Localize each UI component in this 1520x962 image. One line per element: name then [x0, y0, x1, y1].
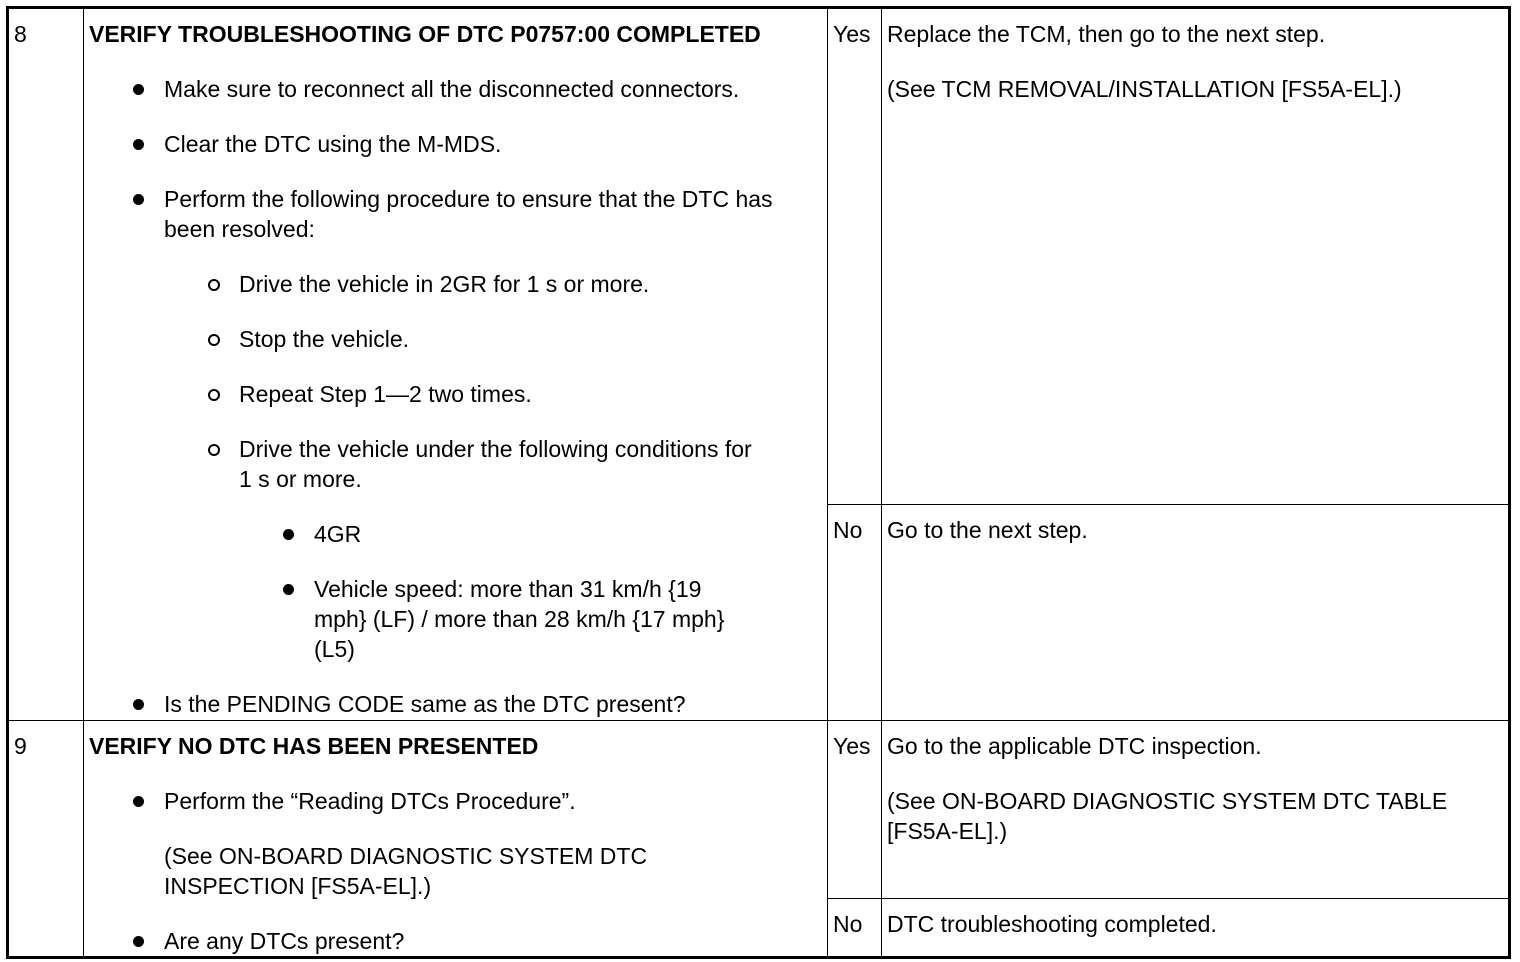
step-8-number: 8	[8, 8, 84, 721]
procedure-item-4: Drive the vehicle under the following conditions for 1 s or more. 4GR Vehicle speed: more than 31 km/h {19 mph} (LF) / more than 28 km/h {17 mph} (L5)	[164, 434, 787, 664]
step-8-no-action	[882, 505, 1510, 721]
condition-list	[239, 519, 757, 664]
step-8-yes-text: Replace the TCM, then go to the next step.	[887, 21, 1326, 47]
step-9-yes-text: Go to the applicable DTC inspection.	[887, 733, 1262, 759]
condition-item-1: 4GR	[239, 519, 757, 549]
step-9-yes-label: Yes	[828, 721, 882, 899]
bullet-circle-icon	[208, 279, 220, 291]
step-9-no-text: DTC troubleshooting completed.	[887, 911, 1217, 937]
bullet-circle-icon	[208, 444, 220, 456]
bullet-dot-icon	[133, 796, 144, 807]
step-9-yes-reference: (See ON-BOARD DIAGNOSTIC SYSTEM DTC TABLE [FS5A-EL].)	[887, 788, 1448, 844]
bullet-dot-icon	[133, 139, 144, 150]
step-8-yes-row	[8, 8, 1510, 505]
step-8-bullet-2: Clear the DTC using the M-MDS.	[89, 129, 827, 159]
bullet-circle-icon	[208, 389, 220, 401]
step-8-procedure-list	[164, 269, 787, 664]
step-9-yes-action	[882, 721, 1510, 899]
step-8-bullet-1: Make sure to reconnect all the disconnected connectors.	[89, 74, 827, 104]
bullet-dot-icon	[133, 84, 144, 95]
step-8-title: VERIFY TROUBLESHOOTING OF DTC P0757:00 COMPLETED	[89, 21, 761, 47]
step-9-no-label: No	[828, 899, 882, 958]
bullet-dot-icon	[133, 194, 144, 205]
troubleshooting-table	[6, 6, 1511, 959]
step-9-bullet-1: Perform the “Reading DTCs Procedure”. (See ON-BOARD DIAGNOSTIC SYSTEM DTC INSPECTION [FS5A-EL].)	[89, 786, 827, 901]
step-8-no-label: No	[828, 505, 882, 721]
procedure-item-3: Repeat Step 1—2 two times.	[164, 379, 787, 409]
step-9-yes-row	[8, 721, 1510, 899]
step-8-bullet-3: Perform the following procedure to ensure that the DTC has been resolved: Drive the vehicle in 2GR for 1 s or more. Stop the vehicle. Repeat Step 1—2 two times. Drive the vehicle under the following conditions for 1 s or more. 4GR Vehicle speed: more than 31 km/h {19 mph} (LF) / more than 28 km/h {17 mph} (L5)	[89, 184, 827, 664]
bullet-dot-icon	[133, 936, 144, 947]
bullet-dot-icon	[133, 699, 144, 710]
step-9-description	[84, 721, 828, 958]
step-9-title: VERIFY NO DTC HAS BEEN PRESENTED	[89, 733, 539, 759]
step-8-no-text: Go to the next step.	[887, 517, 1088, 543]
step-8-description	[84, 8, 828, 721]
condition-item-2: Vehicle speed: more than 31 km/h {19 mph} (LF) / more than 28 km/h {17 mph} (L5)	[239, 574, 757, 664]
step-8-question: Is the PENDING CODE same as the DTC present?	[89, 689, 827, 719]
step-9-bullet-2: Are any DTCs present?	[89, 926, 827, 956]
step-8-yes-reference: (See TCM REMOVAL/INSTALLATION [FS5A-EL].)	[887, 76, 1402, 102]
step-9-bullet-list	[89, 786, 827, 956]
bullet-dot-icon	[283, 584, 294, 595]
step-9-number: 9	[8, 721, 84, 958]
bullet-dot-icon	[283, 529, 294, 540]
step-8-bullet-list	[89, 74, 827, 719]
procedure-item-2: Stop the vehicle.	[164, 324, 787, 354]
step-9-reference: (See ON-BOARD DIAGNOSTIC SYSTEM DTC INSPECTION [FS5A-EL].)	[164, 843, 648, 899]
step-9-no-action	[882, 899, 1510, 958]
step-8-yes-label: Yes	[828, 8, 882, 505]
step-8-yes-action	[882, 8, 1510, 505]
bullet-circle-icon	[208, 334, 220, 346]
procedure-item-1: Drive the vehicle in 2GR for 1 s or more.	[164, 269, 787, 299]
